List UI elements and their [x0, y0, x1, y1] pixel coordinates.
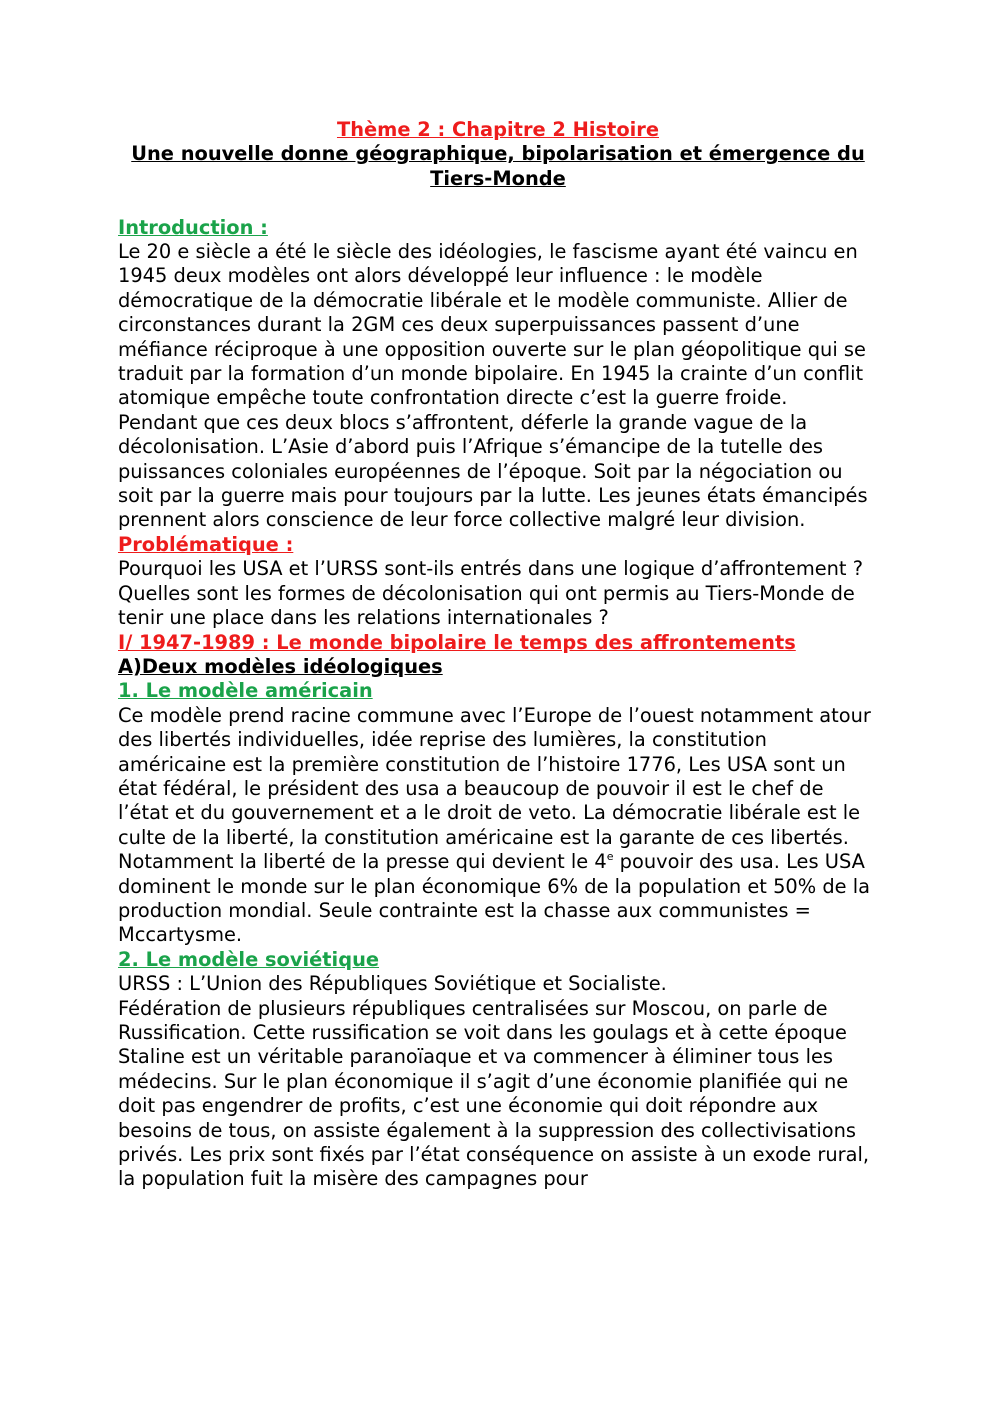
introduction-paragraph: Pendant que ces deux blocs s’affrontent, déferle la grande vague de la décolonisation. L’Asie d’abord puis l’Afrique s’émancipe de la tutelle des puissances coloniales européennes de l’époque. Soit par la négociation ou soit par la guerre mais pour toujours par la lutte. Les jeunes états émancipés prennent alors conscience de leur force collective malgré leur division.: [118, 410, 868, 532]
introduction-paragraph: Le 20 e siècle a été le siècle des idéologies, le fascisme ayant été vaincu en 1945 deux modèles ont alors développé leur influence : le modèle démocratique de la démocratie libérale et le modèle communiste. Allier de circonstances durant la 2GM ces deux superpuissances passent d’une méfiance réciproque à une opposition ouverte sur le plan géopolitique qui se traduit par la formation d’un monde bipolaire. En 1945 la crainte d’un conflit atomique empêche toute confrontation directe c’est la guerre froide.: [118, 240, 866, 410]
problematique-question: Quelles sont les formes de décolonisation qui ont permis au Tiers-Monde de tenir une place dans les relations internationales ?: [118, 581, 855, 630]
problematique-question: Pourquoi les USA et l’URSS sont-ils entrés dans une logique d’affrontement ?: [118, 557, 863, 581]
subsection-heading-text: 1. Le modèle américain: [118, 679, 373, 703]
paragraph-text: Ce modèle prend racine commune avec l’Europe de l’ouest notamment atour des libertés individuelles, idée reprise des lumières, la constitution américaine est la première constitution de l’histoire 1776, Les USA sont un état fédéral, le président des usa a beaucoup de pouvoir il est le chef de l’état et du gouvernement et a le droit de veto. La démocratie libérale est le culte de la liberté, la constitution américaine est la garante de ces libertés. Notamment la liberté de la presse qui devient le 4: [118, 703, 871, 874]
document-title: Thème 2 : Chapitre 2 Histoire: [336, 118, 660, 141]
subsection-heading: [118, 679, 878, 703]
subsection-heading-text: 2. Le modèle soviétique: [118, 947, 380, 971]
section-heading: A)Deux modèles idéologiques: [118, 654, 443, 678]
problematique-heading: Problématique :: [118, 532, 294, 556]
introduction-heading: Introduction :: [118, 215, 268, 239]
subsection-heading: [118, 948, 878, 972]
soviet-model-line: URSS : L’Union des Républiques Soviétique et Socialiste.: [118, 972, 667, 996]
soviet-model-paragraph: Fédération de plusieurs républiques centralisées sur Moscou, on parle de Russification. Cette russification se voit dans les goulags et à cette époque Staline est un véritable paranoïaque et va commencer à éliminer tous les médecins. Sur le plan économique il s’agit d’une économie planifiée qui ne doit pas engendrer de profits, c’est une économie qui doit répondre aux besoins de tous, on assiste également à la suppression des collectivisations privés. Les prix sont fixés par l’état conséquence on assiste à un exode rural, la population fuit la misère des campagnes pour: [118, 996, 870, 1191]
spacer: [118, 191, 878, 215]
document-page: [118, 118, 878, 1192]
paragraph-text: pouvoir des usa. Les USA dominent le monde sur le plan économique 6% de la population et 50% de la production mondial. Seule contrainte est la chasse aux communistes = Mccartysme.: [118, 850, 871, 947]
american-model-paragraph: [118, 704, 878, 948]
document-subtitle: Une nouvelle donne géographique, bipolarisation et émergence du Tiers-Monde: [131, 142, 865, 190]
superscript: e: [606, 850, 614, 864]
part-heading: I/ 1947-1989 : Le monde bipolaire le temps des affrontements: [118, 630, 796, 654]
